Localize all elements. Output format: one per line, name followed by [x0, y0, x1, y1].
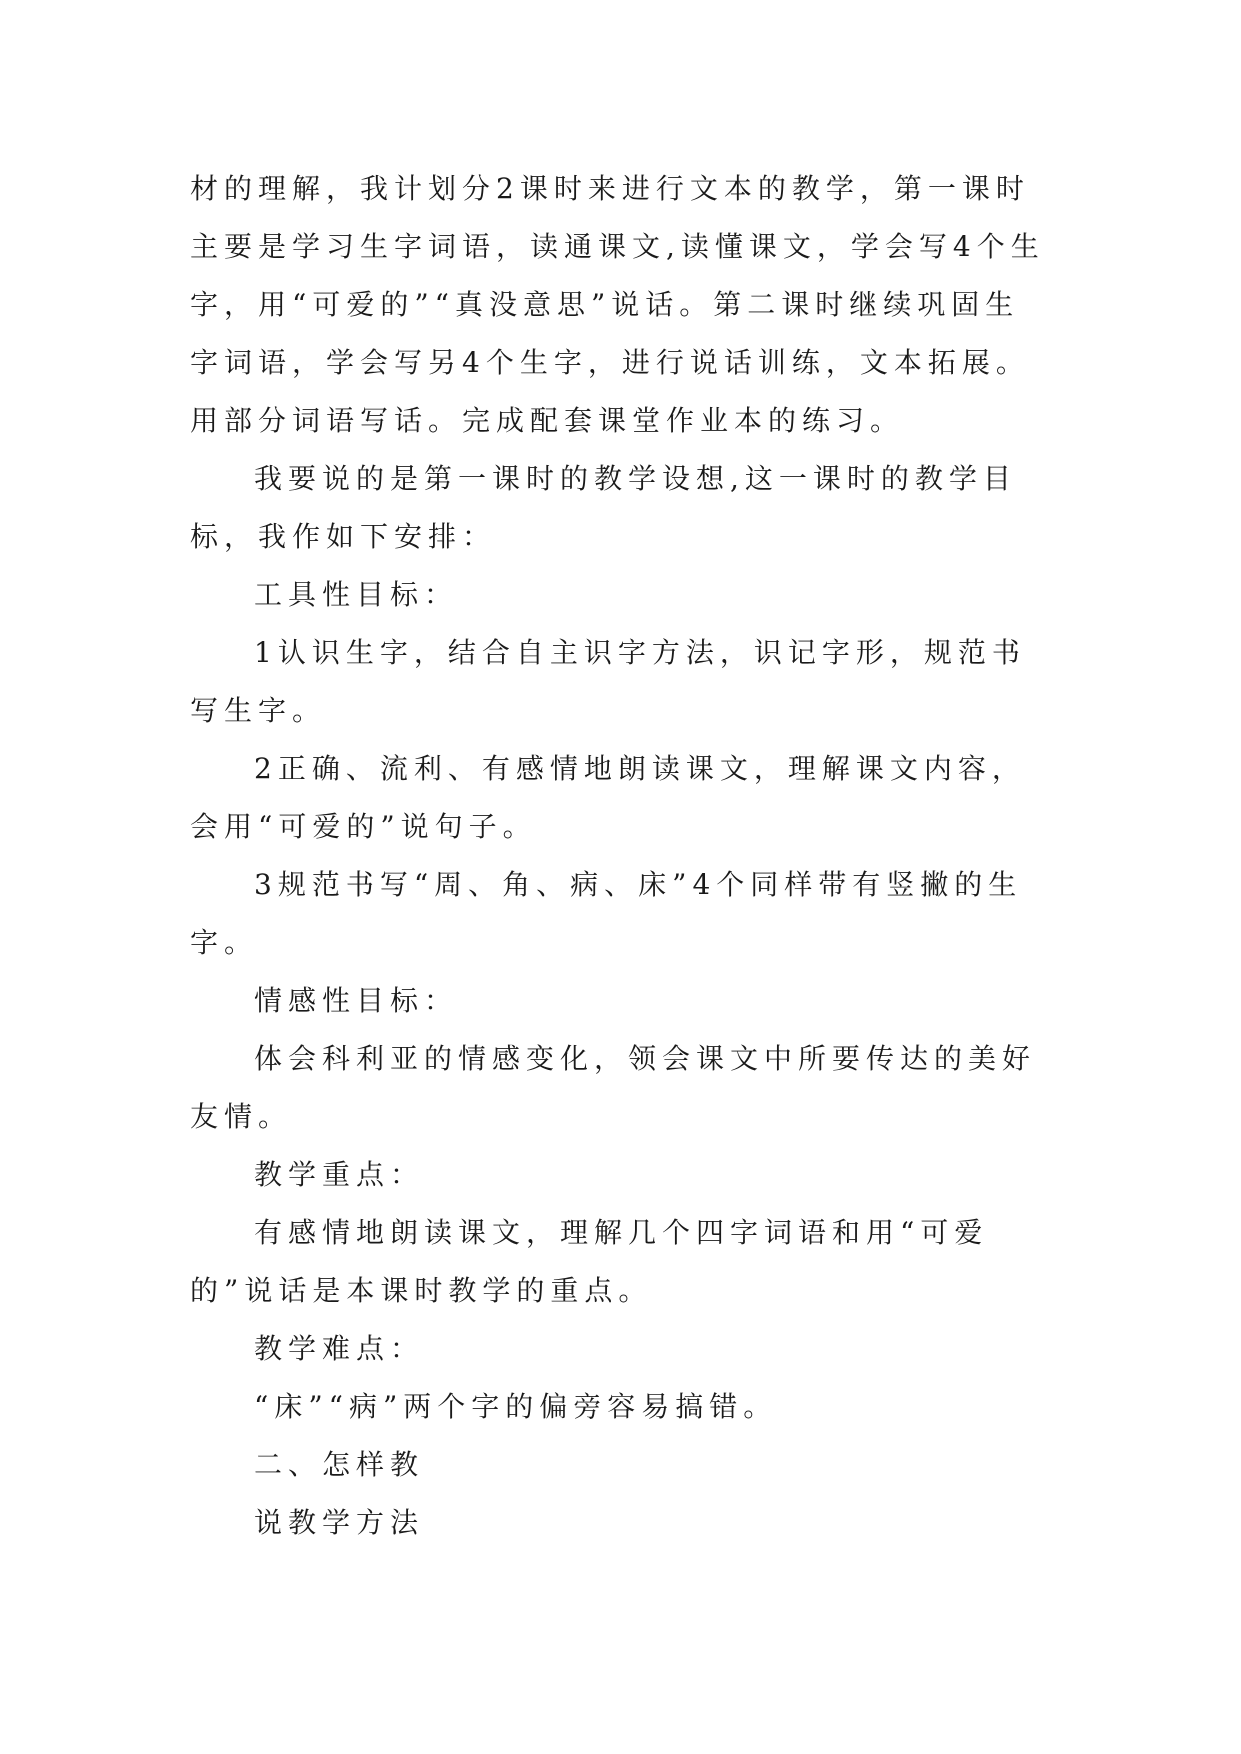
paragraph: 体会科利亚的情感变化，领会课文中所要传达的美好友情。 — [190, 1042, 1037, 1133]
list-item: 2正确、流利、有感情地朗读课文，理解课文内容，会用“可爱的”说句子。 — [190, 752, 1026, 843]
list-item: 3规范书写“周、角、病、床”4个同样带有竖撇的生字。 — [190, 868, 1023, 959]
body-text — [190, 160, 1050, 1552]
section-heading: 工具性目标： — [254, 578, 459, 611]
list-item: 1认识生字，结合自主识字方法，识记字形，规范书写生字。 — [190, 636, 1026, 727]
section-heading: 教学重点： — [254, 1158, 425, 1191]
section-heading: 说教学方法 — [254, 1506, 425, 1539]
section-heading: 情感性目标： — [254, 984, 459, 1017]
paragraph: “床”“病”两个字的偏旁容易搞错。 — [254, 1390, 778, 1423]
paragraph: 有感情地朗读课文，理解几个四字词语和用“可爱的”说话是本课时教学的重点。 — [190, 1216, 989, 1307]
section-heading: 教学难点： — [254, 1332, 425, 1365]
paragraph: 材的理解，我计划分2课时来进行文本的教学，第一课时主要是学习生字词语，读通课文,读懂课文，学会写4个生字，用“可爱的”“真没意思”说话。第二课时继续巩固生字词语，学会写另4个生字，进行说话训练，文本拓展。用部分词语写话。完成配套课堂作业本的练习。 — [190, 172, 1045, 437]
section-heading: 二、怎样教 — [254, 1448, 425, 1481]
paragraph: 我要说的是第一课时的教学设想,这一课时的教学目标，我作如下安排： — [190, 462, 1017, 553]
